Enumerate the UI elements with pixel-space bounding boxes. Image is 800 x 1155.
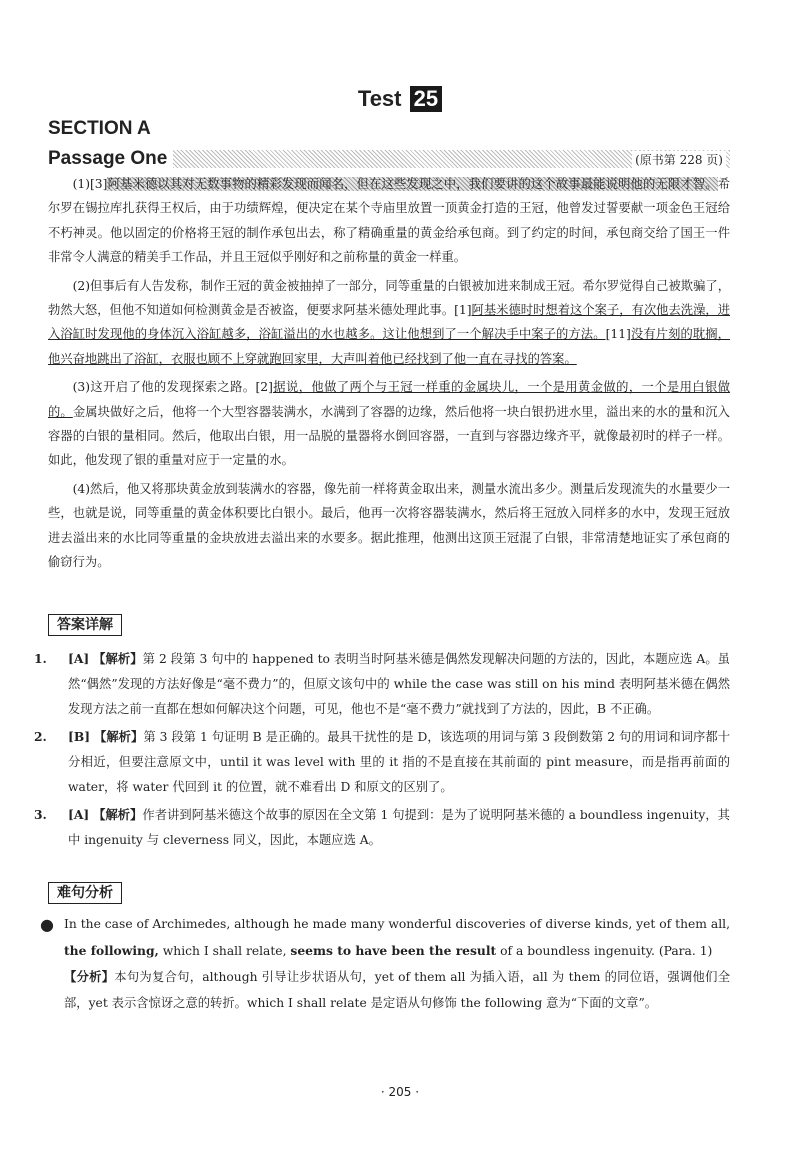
answer-item — [34, 646, 730, 722]
answer-key: [A] — [68, 651, 90, 666]
answers-heading: 答案详解 — [48, 614, 122, 636]
underlined-text: 阿基米德时时想着这个案子，有次他去洗澡，进入浴缸时发现他的身体沉入浴缸越多，浴缸溢出的水也越多。这让他想到了一个解决手中案子的方法。 — [48, 303, 730, 342]
answer-key: [B] — [68, 729, 91, 744]
answer-list — [34, 646, 730, 855]
answer-tag: 【解析】 — [93, 807, 143, 822]
sentence-analysis — [40, 912, 730, 1016]
sentence-analysis-heading: 难句分析 — [48, 882, 122, 904]
bullet-icon: ● — [40, 915, 54, 934]
answer-tag: 【解析】 — [93, 651, 143, 666]
passage-header — [48, 146, 730, 172]
underlined-text: 没有片刻的耽搁，他兴奋地跳出了浴缸，衣服也顾不上穿就跑回家里，大声叫着他已经找到了他一直在寻找的答案。 — [48, 327, 730, 366]
analysis-text: 【分析】本句为复合句，although 引导让步状语从句，yet of them all 为插入语，all 为 them 的同位语，强调他们全部，yet 表示含惊讶之意的转折。which I shall relate 是定语从句修饰 the following 意为“下面的文章”。 — [64, 969, 730, 1010]
answer-item — [34, 724, 730, 800]
paragraph-3 — [48, 375, 730, 473]
paragraph-4: (4)然后，他又将那块黄金放到装满水的容器，像先前一样将黄金取出来，测量水流出多少。测量后发现流失的水量要少一些，也就是说，同等重量的黄金体积要比白银小。最后，他再一次将容器装满水，然后将王冠放入同样多的水中，发现王冠放进去溢出来的水比同等重量的金块放进去溢出来的水要多。据此推理，他测出这顶王冠混了白银，非常清楚地证实了承包商的偷窃行为。 — [48, 481, 730, 570]
underlined-text: 据说，他做了两个与王冠一样重的金属块儿，一个是用黄金做的，一个是用白银做的。 — [48, 380, 730, 419]
paragraph-2 — [48, 274, 730, 372]
page-number: · 205 · — [380, 1085, 420, 1099]
para-tag: [11] — [605, 327, 631, 342]
paragraph-text: 金属块做好之后，他将一个大型容器装满水，水满到了容器的边缘，然后他将一块白银扔进水里，溢出来的水的量和沉入容器的白银的量相同。然后，他取出白银，用一品脱的量器将水倒回容器，一直到与容器边缘齐平，就像最初时的样子一样。如此，他发现了银的重量对应于一定量的水。 — [48, 404, 730, 468]
test-label: Test — [357, 86, 402, 111]
passage-translation — [48, 172, 730, 579]
answer-tag: 【解析】 — [93, 729, 144, 744]
section-title: SECTION A — [48, 118, 151, 139]
answer-item — [34, 802, 730, 853]
para-tag: (1)[3] — [72, 177, 108, 191]
passage-header-bar — [173, 150, 730, 168]
paragraph-1 — [48, 172, 730, 270]
page-reference: (原书第 228 页) — [632, 151, 726, 168]
answer-text: 第 3 段第 1 句证明 B 是正确的。最具干扰性的是 D，该选项的用词与第 3 段倒数第 2 句的用词和词序都十分相近，但要注意原文中，until it was level with 里的 it 指的不是直接在其前面的 pint measure，而是指再前面的 water，将 water 代回到 it 的位置，就不难看出 D 和原文的区别了。 — [68, 730, 730, 794]
paragraph-text: 希尔罗在锡拉库扎获得王权后，由于功绩辉煌，便决定在某个寺庙里放置一顶黄金打造的王冠，他曾发过誓要献一项金色王冠给不朽神灵。他以固定的价格将王冠的制作承包出去，称了精确重量的黄金给承包商。到了约定的时间，承包商交给了国王一件非常令人满意的精美手工作品，并且王冠似乎刚好和之前称量的黄金一样重。 — [48, 177, 730, 265]
answer-key: [A] — [68, 807, 90, 822]
example-sentence: In the case of Archimedes, although he made many wonderful discoveries of diverse kinds, yet of them all, the following, which I shall relate, seems to have been the result of a boundless ingenuity. (Para. 1) — [64, 917, 730, 958]
answer-text: 作者讲到阿基米德这个故事的原因在全文第 1 句提到：是为了说明阿基米德的 a boundless ingenuity，其中 ingenuity 与 cleverness 同义，因此，本题应选 A。 — [68, 808, 730, 847]
answer-number: 2. — [34, 729, 47, 744]
highlighted-sentence: 阿基米德以其对无数事物的精彩发现而闻名，但在这些发现之中，我们要讲的这个故事最能说明他的无限才智。 — [107, 177, 718, 191]
answer-number: 1. — [34, 651, 47, 666]
paragraph-text: (3)这开启了他的发现探索之路。[2] — [72, 380, 273, 395]
test-title — [0, 86, 800, 112]
answer-number: 3. — [34, 807, 47, 822]
paragraph-text: (2)但事后有人告发称，制作王冠的黄金被抽掉了一部分，同等重量的白银被加进来制成王冠。希尔罗觉得自己被欺骗了，勃然大怒，但他不知道如何检测黄金是否被盗，便要求阿基米德处理此事。[1] — [48, 278, 730, 318]
passage-title: Passage One — [48, 148, 168, 169]
answer-text: 第 2 段第 3 句中的 happened to 表明当时阿基米德是偶然发现解决问题的方法的，因此，本题应选 A。虽然“偶然”发现的方法好像是“毫不费力”的，但原文该句中的 while the case was still on his mind 表明阿基米德在偶然发现方法之前一直都在想如何解决这个问题，可见，他也不是“毫不费力”就找到了方法的，因此，B 不正确。 — [68, 652, 730, 716]
test-number-badge: 25 — [410, 86, 442, 112]
